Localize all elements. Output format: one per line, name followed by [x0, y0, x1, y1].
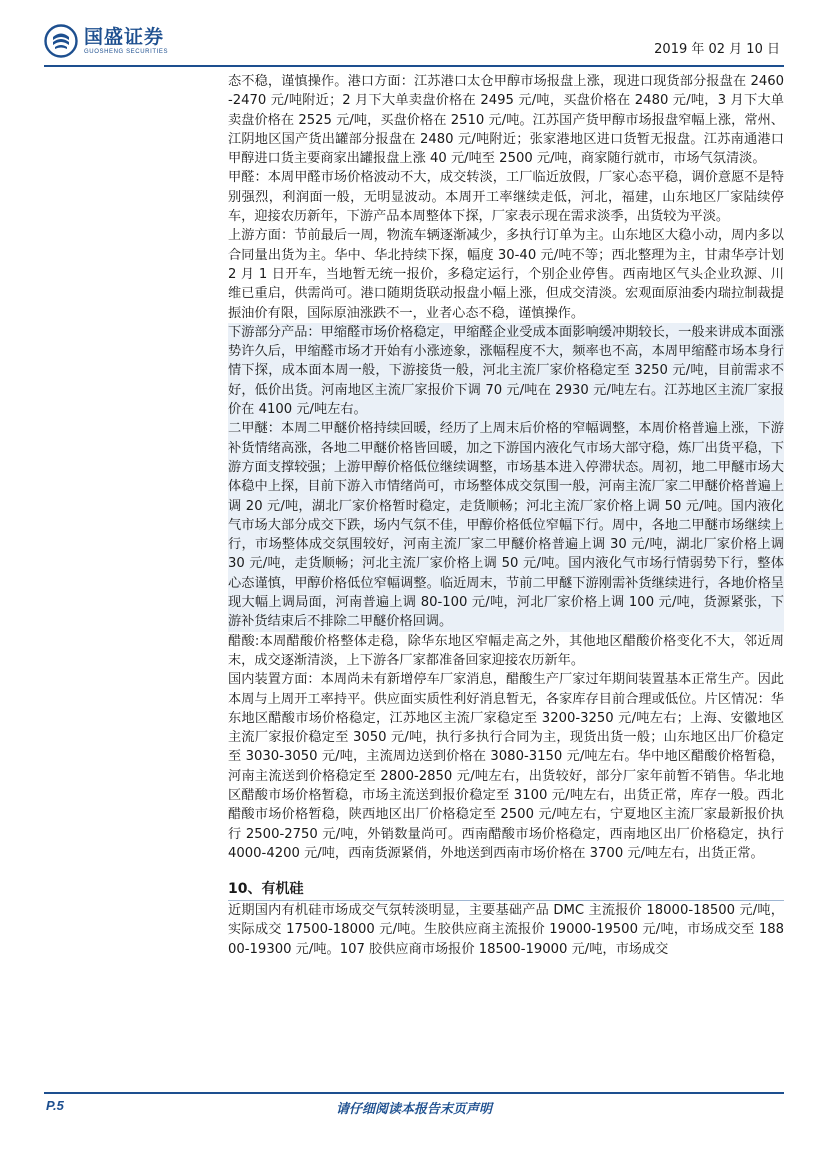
report-date: 2019 年 02 月 10 日: [654, 42, 780, 57]
paragraph-methanol-port: 态不稳，谨慎操作。港口方面：江苏港口太仓甲醇市场报盘上涨，现进口现货部分报盘在 2460-2470 元/吨附近；2 月下大单卖盘价格在 2495 元/吨，买盘价格在 2480 元/吨，3 月下大单卖盘价格在 2525 元/吨，买盘价格在 2510 元/吨。江苏国产货甲醇市场报盘窄幅上涨，常州、江阴地区国产货出罐部分报盘在 2480 元/吨附近；张家港地区进口货暂无报盘。江苏南通港口甲醇进口货主要商家出罐报盘上涨 40 元/吨至 2500 元/吨，商家随行就市，市场气氛清淡。: [228, 74, 784, 167]
report-body: [228, 72, 784, 959]
brand-name-en: GUOSHENG SECURITIES: [84, 49, 169, 55]
guosheng-logo-icon: [44, 24, 78, 58]
page-number: P.5: [46, 1098, 64, 1113]
paragraph-domestic-units: 国内装置方面：本周尚未有新增停车厂家消息，醋酸生产厂家过年期间装置基本正常生产。因此本周与上周开工率持平。供应面实质性利好消息暂无，各家库存目前合理或低位。片区情况：华东地区醋酸市场价格稳定，江苏地区主流厂家稳定至 3200-3250 元/吨左右；上海、安徽地区主流厂家报价稳定至 3050 元/吨，执行多执行合同为主，现货出货一般；山东地区出厂价稳定至 3030-3050 元/吨，主流周边送到价格在 3080-3150 元/吨左右。华中地区醋酸价格暂稳，河南主流送到价格稳定至 2800-2850 元/吨左右，出货较好，部分厂家年前暂不销售。华北地区醋酸市场价格暂稳，市场主流送到报价稳定至 3100 元/吨左右，出货正常，库存一般。西北醋酸市场价格暂稳，陕西地区出厂价格稳定至 2500 元/吨左右，宁夏地区主流厂家最新报价执行 2500-2750 元/吨，外销数量尚可。西南醋酸市场价格稳定，西南地区出厂价格稳定，执行 4000-4200 元/吨，西南货源紧俏，外地送到西南市场价格在 3700 元/吨左右，出货正常。: [228, 672, 784, 861]
brand-logo: [44, 20, 168, 62]
paragraph-acetic-acid: 醋酸:本周醋酸价格整体走稳，除华东地区窄幅走高之外，其他地区醋酸价格变化不大，邻近周末，成交逐渐清淡，上下游各厂家都准备回家迎接农历新年。: [228, 633, 784, 668]
footer-disclaimer: 请仔细阅读本报告末页声明: [335, 1102, 492, 1117]
footer-divider: [44, 1092, 784, 1094]
header-divider: [44, 65, 784, 67]
paragraph-upstream: 上游方面：节前最后一周，物流车辆逐渐减少，多执行订单为主。山东地区大稳小动，周内多以合同量出货为主。华中、华北持续下探，幅度 30-40 元/吨不等；西北整理为主，甘肃华亭计划 2 月 1 日开车，当地暂无统一报价，多稳定运行，个别企业停售。西南地区气头企业玖源、川维已重启，供需尚可。港口随期货联动报盘小幅上涨，但成交清淡。宏观面原油委内瑞拉制裁提振油价有限，国际原油涨跌不一，业者心态不稳，谨慎操作。: [228, 228, 784, 321]
paragraph-formaldehyde: 甲醛：本周甲醛市场价格波动不大，成交转淡，工厂临近放假，厂家心态平稳，调价意愿不是特别强烈，利润面一般，无明显波动。本周开工率继续走低，河北，福建，山东地区厂家陆续停车，迎接农历新年，下游产品本周整体下探，厂家表示现在需求淡季，出货较为平淡。: [228, 170, 784, 225]
paragraph-downstream: 下游部分产品：甲缩醛市场价格稳定，甲缩醛企业受成本面影响缓冲期较长，一般来讲成本面涨势许久后，甲缩醛市场才开始有小涨迹象，涨幅程度不大，频率也不高，本周甲缩醛市场本身行情下探，成本面本周一般，下游接货一般，河北主流厂家价格稳定至 3250 元/吨，目前需求不好，低价出货。河南地区主流厂家报价下调 70 元/吨在 2930 元/吨左右。江苏地区主流厂家报价在 4100 元/吨左右。: [228, 323, 784, 419]
page-footer: [44, 1092, 784, 1116]
section-title-silicone: 10、有机硅: [228, 879, 784, 901]
page-header: [44, 20, 784, 68]
brand-name-cn: 国盛证券: [84, 26, 165, 48]
paragraph-dme: 二甲醚：本周二甲醚价格持续回暖，经历了上周末后价格的窄幅调整，本周价格普遍上涨，下游补货情绪高涨，各地二甲醚价格皆回暖，加之下游国内液化气市场大部守稳，炼厂出货平稳，下游方面支撑较强；上游甲醇价格低位继续调整，市场基本进入停滞状态。周初，地二甲醚市场大体稳中上探，目前下游入市情绪尚可，市场整体成交氛围一般，河南主流厂家二甲醚价格普遍上调 20 元/吨，湖北厂家价格暂时稳定，走货顺畅；河北主流厂家价格上调 50 元/吨。国内液化气市场大部分成交下跌，场内气氛不佳，甲醇价格低位窄幅下行。周中，各地二甲醚市场继续上行，市场整体成交氛围较好，河南主流厂家二甲醚价格普遍上调 30 元/吨，湖北厂家价格上调 30 元/吨，走货顺畅；河北主流厂家价格上调 50 元/吨。国内液化气市场行情弱势下行，整体心态谨慎，甲醇价格低位窄幅调整。临近周末，节前二甲醚下游刚需补货继续进行，各地价格呈现大幅上调局面，河南普遍上调 80-100 元/吨，河北厂家价格上调 100 元/吨，货源紧张，下游补货结束后不排除二甲醚价格回调。: [228, 419, 784, 631]
paragraph-silicone: 近期国内有机硅市场成交气氛转淡明显，主要基础产品 DMC 主流报价 18000-18500 元/吨，实际成交 17500-18000 元/吨。生胶供应商主流报价 19000-19500 元/吨，市场成交至 18800-19300 元/吨。107 胶供应商市场报价 18500-19000 元/吨，市场成交: [228, 903, 784, 957]
